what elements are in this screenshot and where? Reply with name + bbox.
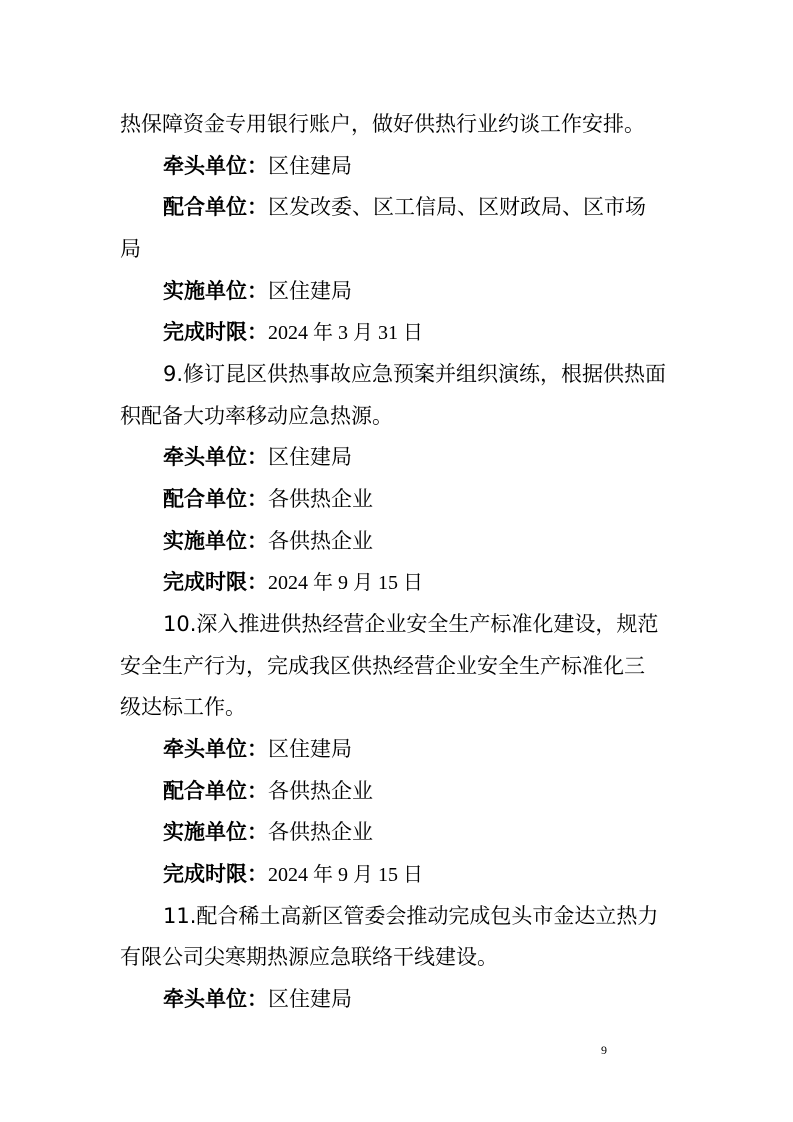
field-implementing-unit [163,277,352,305]
body-text-line [120,110,645,138]
field-label: 实施单位： [163,279,268,303]
field-value: 2024 年 9 月 15 日 [268,572,423,594]
field-lead-unit [163,443,352,471]
field-deadline [163,318,423,346]
body-text: 级达标工作。 [120,695,246,719]
body-text-line [120,235,141,263]
field-label: 实施单位： [163,529,268,553]
field-label: 牵头单位： [163,987,268,1011]
item-heading-line [163,610,658,638]
field-value: 区住建局 [268,737,352,761]
field-label: 牵头单位： [163,154,268,178]
field-lead-unit [163,152,352,180]
body-text: 安全生产行为，完成我区供热经营企业安全生产标准化三 [120,654,645,678]
field-lead-unit [163,985,352,1013]
field-value: 各供热企业 [268,487,373,511]
field-label: 配合单位： [163,195,268,219]
field-value: 区发改委、区工信局、区财政局、区市场 [268,195,646,219]
field-label: 完成时限： [163,570,268,594]
body-text-line [120,693,246,721]
field-implementing-unit [163,527,373,555]
field-value: 区住建局 [268,154,352,178]
field-label: 完成时限： [163,320,268,344]
field-value: 各供热企业 [268,779,373,803]
field-deadline [163,860,423,888]
body-text: 有限公司尖寒期热源应急联络干线建设。 [120,945,498,969]
item-heading-line [163,902,658,930]
field-value: 区住建局 [268,987,352,1011]
item-heading-line [163,360,666,388]
field-cooperating-unit [163,777,373,805]
field-value: 区住建局 [268,279,352,303]
field-label: 牵头单位： [163,737,268,761]
body-text: 10.深入推进供热经营企业安全生产标准化建设，规范 [163,612,659,636]
body-text: 积配备大功率移动应急热源。 [120,404,393,428]
field-value: 区住建局 [268,445,352,469]
body-text-line [120,943,498,971]
field-value: 各供热企业 [268,820,373,844]
body-text: 11.配合稀土高新区管委会推动完成包头市金达立热力 [163,904,659,928]
field-lead-unit [163,735,352,763]
field-value: 2024 年 3 月 31 日 [268,322,423,344]
body-text: 9.修订昆区供热事故应急预案并组织演练，根据供热面 [163,362,667,386]
field-deadline [163,568,423,596]
body-text: 局 [120,237,141,261]
field-implementing-unit [163,818,373,846]
body-text-line [120,652,645,680]
field-label: 完成时限： [163,862,268,886]
body-text-line [120,402,393,430]
field-label: 实施单位： [163,820,268,844]
field-label: 配合单位： [163,779,268,803]
body-text: 热保障资金专用银行账户，做好供热行业约谈工作安排。 [120,112,645,136]
field-value: 各供热企业 [268,529,373,553]
field-label: 牵头单位： [163,445,268,469]
field-cooperating-unit [163,485,373,513]
field-value: 2024 年 9 月 15 日 [268,864,423,886]
page-number: 9 [601,1043,607,1057]
field-label: 配合单位： [163,487,268,511]
field-cooperating-unit [163,193,646,221]
